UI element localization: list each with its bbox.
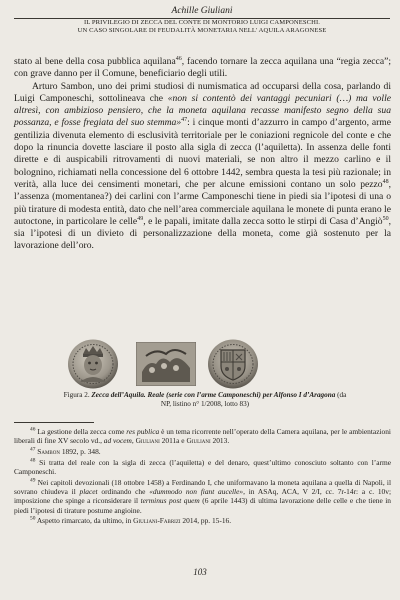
footnote-text: ordinando che <box>97 486 150 496</box>
footnote-50 <box>14 516 391 525</box>
footnote-text: Sambon <box>37 446 60 456</box>
footnote-49 <box>14 478 391 515</box>
paragraph-2 <box>14 81 391 253</box>
paragraph-1-text-b: , facendo tornare la zecca aquilana una “regia zecca”; con grave danno per il Comune, beneficiario degli utili. <box>14 56 392 80</box>
paragraph-1 <box>14 56 391 81</box>
footnote-separator <box>14 422 94 423</box>
footnote-text: 2013. <box>210 436 230 446</box>
footnote-47 <box>14 447 391 456</box>
footnote-text: Giuliani <box>135 436 160 446</box>
paragraph-2-text-a: Arturo Sambon, uno dei primi studiosi di numismatica ad occuparsi della cosa, parlando di Luigi Camponeschi, sottolineava che <box>14 80 391 104</box>
coin-obverse-crowned-bust-image <box>66 338 120 390</box>
footnotes <box>14 427 391 527</box>
footnote-ref-48[interactable]: 48 <box>382 178 389 185</box>
footnote-text: (6 aprile 1443) di ultima lavorazione delle celle e che tiene in piedi l’ipotesi di tirature postume angioine. <box>14 496 391 515</box>
coin-detail-arms-image <box>136 342 196 386</box>
footnote-text: terminus post quem <box>140 496 200 506</box>
footnote-text: Aspetto rimarcato, da ultimo, in <box>36 516 134 526</box>
footnote-number: 50 <box>30 515 36 522</box>
footnote-text: Nei capitoli devozionali (18 ottobre 1458) a Ferdinando I, che uniformavano la moneta aquilana a quella di Napoli, il sovrano chiudeva il <box>14 477 391 496</box>
header-title-line-1: IL PRIVILEGIO DI ZECCA DEL CONTE DI MONTORIO LUIGI CAMPONESCHI. <box>83 19 321 26</box>
footnote-number: 46 <box>30 426 36 433</box>
footnote-number: 48 <box>30 457 36 464</box>
coin-reverse-shield-image <box>206 338 260 390</box>
footnote-number: 47 <box>30 446 36 453</box>
footnote-text: placet <box>79 486 98 496</box>
footnote-text: 2014, pp. 15-16. <box>180 516 232 526</box>
body-text <box>14 56 391 253</box>
footnote-46 <box>14 427 391 446</box>
footnote-number: 49 <box>30 477 36 484</box>
footnote-text: , in ASAq, ACA, V 2/I, cc. 7r-14r: a c. 10v; imposizione che spinge a riconsiderare il <box>14 486 391 506</box>
footnote-text: è un tema ricorrente nell’operato della Camera aquilana, per le ambientazioni liberali di fine XV secolo vd., <box>14 427 391 446</box>
footnote-text: La gestione della zecca come <box>37 427 127 436</box>
footnote-text: 1892, p. 348. <box>59 446 101 456</box>
footnote-ref-49[interactable]: 49 <box>137 215 144 222</box>
footnote-text: , <box>131 436 136 446</box>
footnote-text: res publica <box>126 427 160 436</box>
caption-source: (da NP, listino n° 1/2008, lotto 83) <box>160 391 347 409</box>
footnote-text: 2011a e <box>159 436 187 446</box>
footnote-text: ad vocem <box>103 436 132 446</box>
sambon-quote: «non si contentò dei vantaggi pecuniari (…) ma volle altresì, con ambizioso pensiero, che la moneta aquilana recasse manifesto segno della sua possanza, e fosse fregiata del suo stemma» <box>14 92 391 129</box>
footnote-ref-47[interactable]: 47 <box>181 117 188 124</box>
coin-figure <box>0 338 400 390</box>
caption-prefix: Figura 2. <box>63 391 92 399</box>
footnote-text: Giuliani <box>186 436 211 446</box>
footnote-ref-46[interactable]: 46 <box>175 55 182 62</box>
paragraph-2-text-d: , e le papali, imitate dalla zecca sotto le stirpi di Casa d’Angiò <box>143 215 383 227</box>
running-header <box>14 6 390 35</box>
paragraph-1-text-a: stato al bene della cosa pubblica aquilana <box>14 56 176 67</box>
header-title-line-2: UN CASO SINGOLARE DI FEUDALITÀ MONETARIA NELL' AQUILA ARAGONESE <box>77 27 327 35</box>
figure-caption <box>60 391 350 410</box>
page-number: 103 <box>193 567 207 577</box>
paragraph-2-text-c: , l’assenza (momentanea?) dei carlini con l’arme Camponeschi tiene in piedi sia l’ipotesi di una o più tirature di modesta entità, dato che nell’area commerciale aquilana le monete di punta erano le autoctone, in particolare le celle <box>14 178 391 227</box>
caption-title: Zecca dell’Aquila. Reale (serie con l’arme Camponeschi) per Alfonso I d’Aragona <box>91 391 336 399</box>
paragraph-2-text-e: , sia l’ipotesi di un divieto di personalizzazione della moneta, come già sostenuto per la lavorazione dell’oro. <box>14 215 391 252</box>
footnote-ref-50[interactable]: 50 <box>382 215 389 222</box>
header-author: Achille Giuliani <box>171 6 233 16</box>
footnote-text: Giuliani-Fabrizi <box>133 516 181 526</box>
footnote-text: Si tratta del reale con la sigla di zecca (l’aquiletta) e del denaro, quest’ultimo conosciuto soltanto con l’arme Camponeschi. <box>14 457 391 476</box>
footnote-text: «dummodo non fiant aucelle» <box>149 486 244 496</box>
footnote-48 <box>14 458 391 477</box>
paragraph-2-text-b: : i cinque monti d’azzurro in campo d’argento, arme gentilizia divenuta elemento di esclusività territoriale per le coniazioni regnicole del conte e che dopo la rinuncia dovette lasciare il posto alla sigla di zecca (l’aquiletta). In assenza delle fonti dirette e di auspicabili ritrovamenti di nuovi materiali, se non altro il mezzo carlino e il bolognino, richiamati nella concessione del 6 ottobre 1442, sembra questa la tesi più razionale; in verità, alla luce dei censimenti monetari, che per alcune emissioni contano un solo pezzo <box>14 117 391 190</box>
